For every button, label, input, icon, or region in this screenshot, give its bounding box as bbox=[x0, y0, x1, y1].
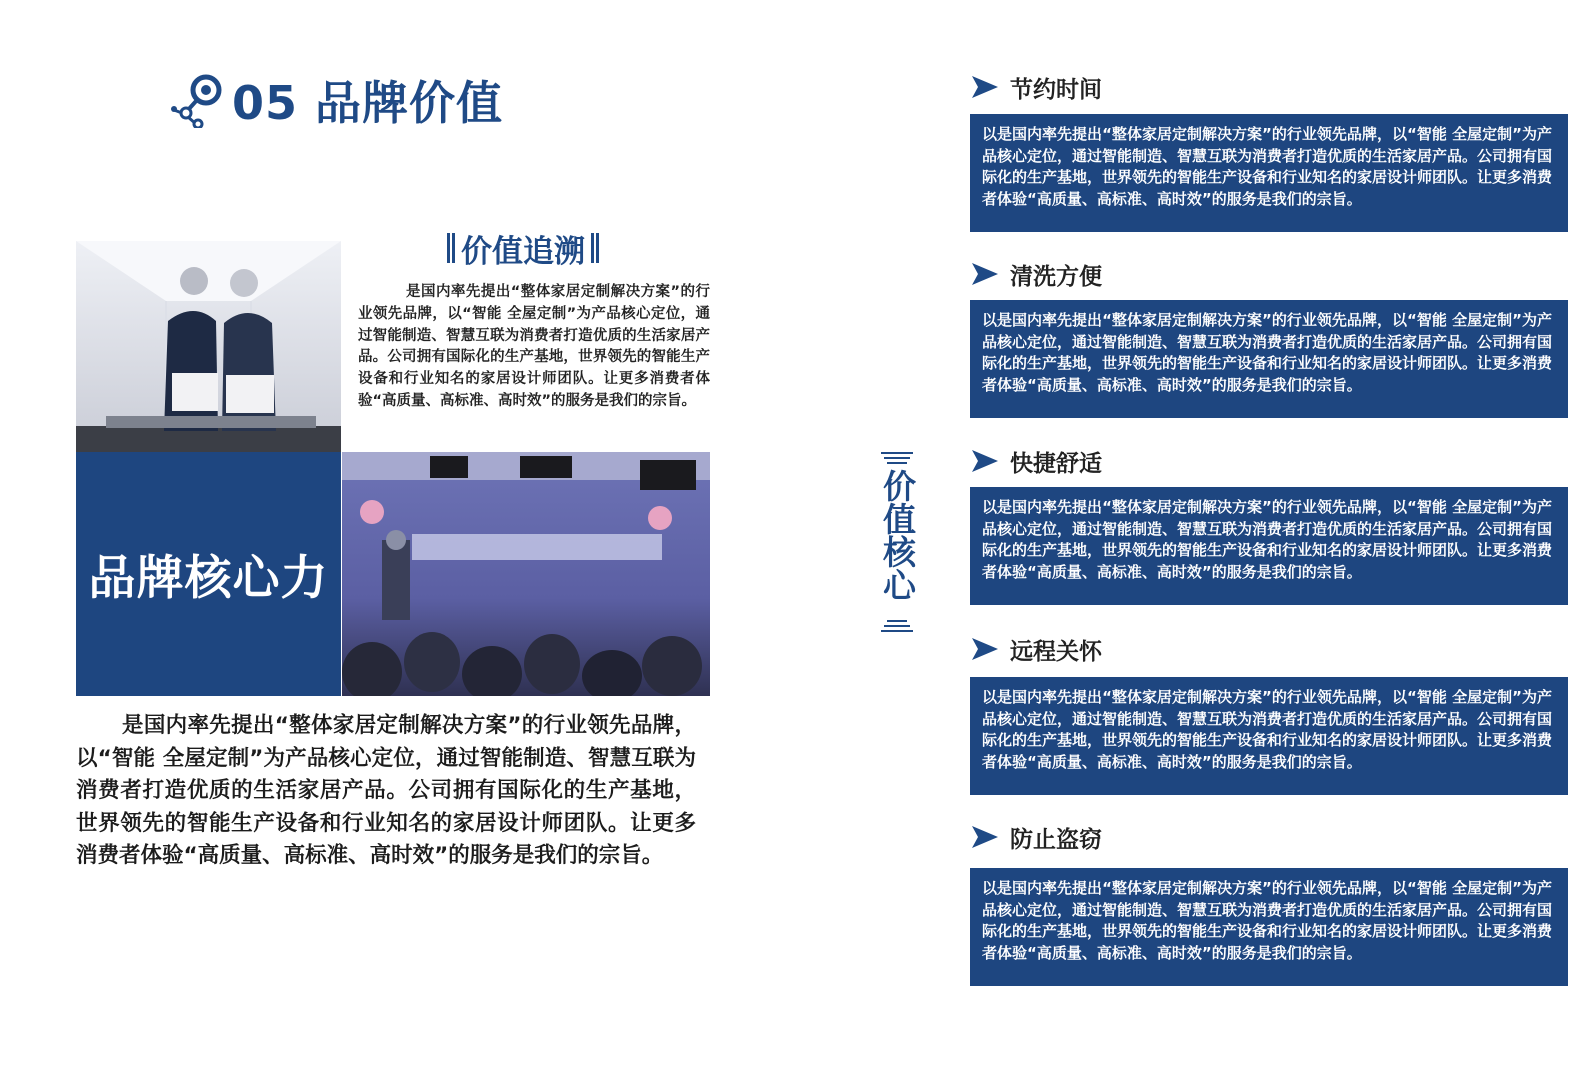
feature-title: 防止盗窃 bbox=[1010, 826, 1102, 853]
triangle-arrow-icon bbox=[972, 450, 998, 472]
feature-title: 远程关怀 bbox=[1010, 638, 1102, 665]
feature-text-box: 以是国内率先提出“整体家居定制解决方案”的行业领先品牌，以“智能 全屋定制”为产品核心定位，通过智能制造、智慧互联为消费者打造优质的生活家居产品。公司拥有国际化的生产基地，世界领先的智能生产设备和行业知名的家居设计师团队。让更多消费者体验“高质量、高标准、高时效”的服务是我们的宗旨。 bbox=[970, 114, 1568, 232]
brand-core-block bbox=[76, 452, 341, 696]
feature-heading bbox=[972, 634, 1102, 664]
triangle-arrow-icon bbox=[972, 826, 998, 848]
molecule-icon bbox=[170, 72, 226, 128]
feature-title: 节约时间 bbox=[1010, 76, 1102, 103]
handshake-photo bbox=[76, 241, 341, 452]
feature-heading bbox=[972, 446, 1102, 476]
feature-text-box: 以是国内率先提出“整体家居定制解决方案”的行业领先品牌，以“智能 全屋定制”为产品核心定位，通过智能制造、智慧互联为消费者打造优质的生活家居产品。公司拥有国际化的生产基地，世界领先的智能生产设备和行业知名的家居设计师团队。让更多消费者体验“高质量、高标准、高时效”的服务是我们的宗旨。 bbox=[970, 677, 1568, 795]
triangle-arrow-icon bbox=[972, 638, 998, 660]
feature-text-box: 以是国内率先提出“整体家居定制解决方案”的行业领先品牌，以“智能 全屋定制”为产品核心定位，通过智能制造、智慧互联为消费者打造优质的生活家居产品。公司拥有国际化的生产基地，世界领先的智能生产设备和行业知名的家居设计师团队。让更多消费者体验“高质量、高标准、高时效”的服务是我们的宗旨。 bbox=[970, 487, 1568, 605]
brand-core-label: 品牌核心力 bbox=[88, 550, 329, 606]
feature-text-box: 以是国内率先提出“整体家居定制解决方案”的行业领先品牌，以“智能 全屋定制”为产品核心定位，通过智能制造、智慧互联为消费者打造优质的生活家居产品。公司拥有国际化的生产基地，世界领先的智能生产设备和行业知名的家居设计师团队。让更多消费者体验“高质量、高标准、高时效”的服务是我们的宗旨。 bbox=[970, 300, 1568, 418]
feature-heading bbox=[972, 259, 1102, 289]
feature-heading bbox=[972, 72, 1102, 102]
triangle-arrow-icon bbox=[972, 263, 998, 285]
feature-title: 清洗方便 bbox=[1010, 263, 1102, 290]
value-core-label: 价值核心 bbox=[878, 469, 917, 601]
page-header bbox=[170, 68, 503, 132]
page-title: 05 品牌价值 bbox=[232, 76, 504, 130]
body-paragraph: 是国内率先提出“整体家居定制解决方案”的行业领先品牌，以“智能 全屋定制”为产品核心定位，通过智能制造、智慧互联为消费者打造优质的生活家居产品。公司拥有国际化的生产基地，世界领先的智能生产设备和行业知名的家居设计师团队。让更多消费者体验“高质量、高标准、高时效”的服务是我们的宗旨。 bbox=[76, 713, 696, 869]
sub-heading bbox=[446, 226, 626, 270]
feature-title: 快捷舒适 bbox=[1010, 450, 1102, 477]
feature-text-box: 以是国内率先提出“整体家居定制解决方案”的行业领先品牌，以“智能 全屋定制”为产品核心定位，通过智能制造、智慧互联为消费者打造优质的生活家居产品。公司拥有国际化的生产基地，世界领先的智能生产设备和行业知名的家居设计师团队。让更多消费者体验“高质量、高标准、高时效”的服务是我们的宗旨。 bbox=[970, 868, 1568, 986]
feature-heading bbox=[972, 822, 1102, 852]
triangle-arrow-icon bbox=[972, 76, 998, 98]
sub-heading-text: 价值追溯 bbox=[461, 233, 585, 270]
value-core-vertical bbox=[878, 452, 916, 638]
intro-paragraph: 是国内率先提出“整体家居定制解决方案”的行业领先品牌，以“智能 全屋定制”为产品核心定位，通过智能制造、智慧互联为消费者打造优质的生活家居产品。公司拥有国际化的生产基地，世界领先的智能生产设备和行业知名的家居设计师团队。让更多消费者体验“高质量、高标准、高时效”的服务是我们的宗旨。 bbox=[358, 284, 710, 409]
presentation-photo bbox=[342, 452, 710, 696]
